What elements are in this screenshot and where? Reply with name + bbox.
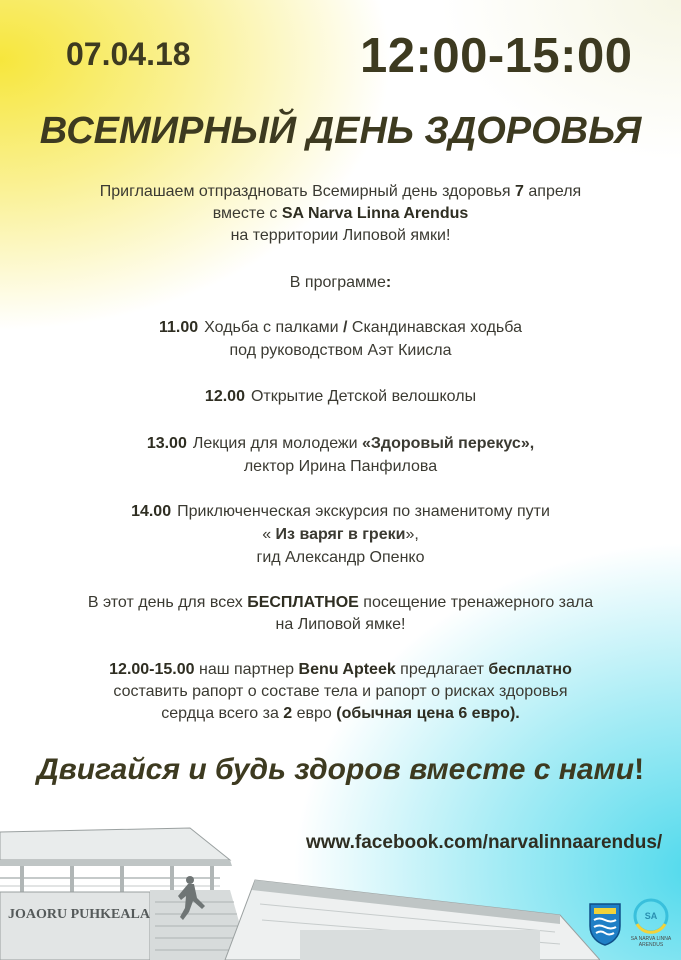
intro-line-1: Приглашаем отпраздновать Всемирный день здоровья 7 апреля — [99, 183, 582, 200]
intro-text — [0, 181, 681, 247]
event-date: 07.04.18 — [66, 36, 191, 72]
slogan: Двигайся и будь здоров вместе с нами! — [36, 753, 645, 786]
schedule-time: 14.00 — [131, 503, 172, 520]
joaoru-puhkeala-sign: JOAORU PUHKEALA — [8, 907, 150, 922]
schedule-item-4: 14.00 Приключенческая экскурсия по знаменитому пути « Из варяг в греки», гид Александр Опенко — [131, 503, 550, 566]
schedule-time: 13.00 — [146, 435, 187, 452]
schedule-item-1: 11.00 Ходьба с палками / Скандинавская ходьба под руководством Аэт Киисла — [159, 319, 522, 359]
schedule-item-2: 12.00 Открытие Детской велошколы — [204, 388, 477, 405]
svg-text:SA: SA — [644, 911, 658, 921]
sa-narva-linna-arendus-logo — [627, 896, 675, 948]
facebook-link[interactable]: www.facebook.com/narvalinnaarendus/ — [306, 832, 663, 853]
schedule-item-3: 13.00 Лекция для молодежи «Здоровый перекус», лектор Ирина Панфилова — [146, 435, 535, 475]
intro-line-3: на территории Липовой ямки! — [230, 227, 451, 244]
schedule-time: 12.00 — [204, 388, 245, 405]
svg-text:SA NARVA LINNA: SA NARVA LINNA — [630, 936, 672, 942]
svg-text:ARENDUS: ARENDUS — [638, 942, 664, 948]
poster-title: ВСЕМИРНЫЙ ДЕНЬ ЗДОРОВЬЯ — [39, 110, 642, 152]
event-time: 12:00-15:00 — [360, 29, 633, 83]
schedule-time: 11.00 — [159, 319, 199, 336]
intro-line-2: вместе с SA Narva Linna Arendus — [212, 205, 469, 222]
gym-notice: В этот день для всех БЕСПЛАТНОЕ посещение тренажерного зала на Липовой ямке! — [87, 594, 594, 633]
partner-offer: 12.00-15.00 наш партнер Benu Apteek предлагает бесплатно составить рапорт о составе тела и рапорт о рисках здоровья сердца всего за 2 евро (обычная цена 6 евро). — [109, 661, 572, 722]
narva-crest-icon — [588, 902, 622, 946]
program-label: В программе: — [289, 274, 392, 291]
